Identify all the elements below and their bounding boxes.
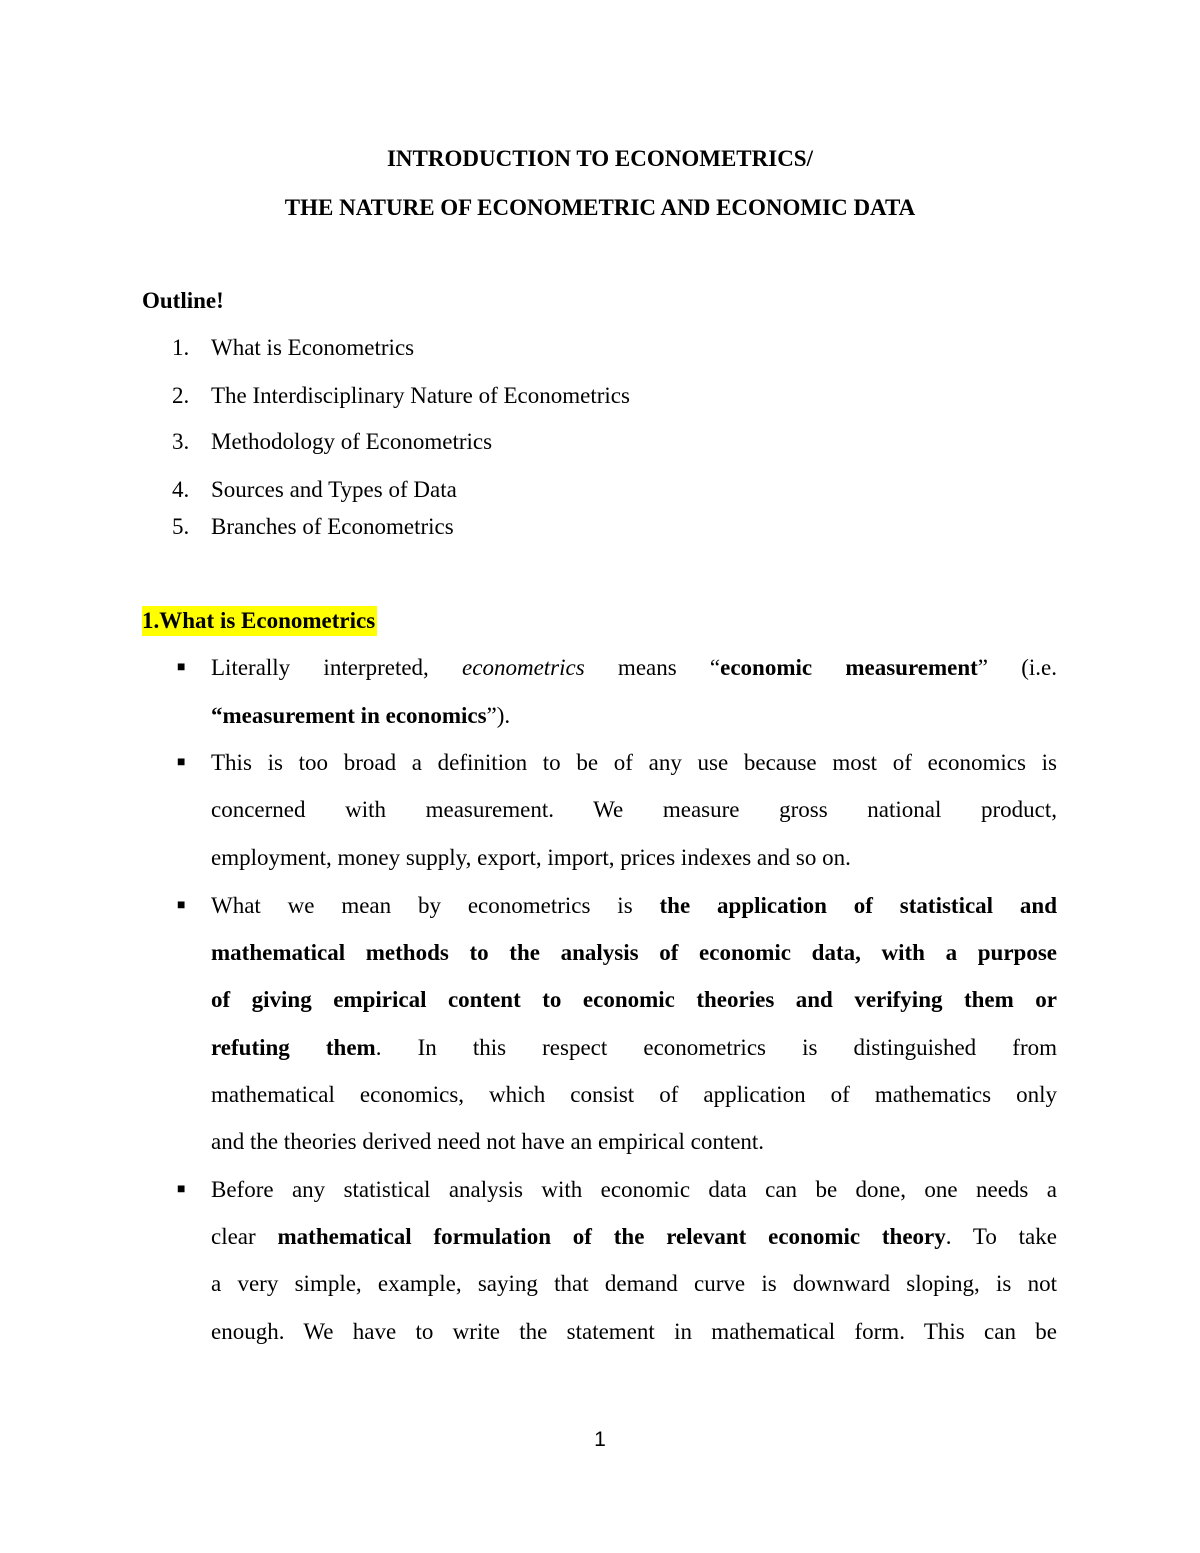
outline-item bbox=[172, 429, 492, 455]
bold-term: mathematical formulation of the relevant economic theory bbox=[277, 1224, 946, 1249]
paragraph-line bbox=[211, 702, 1057, 730]
outline-heading: Outline! bbox=[142, 288, 224, 313]
outline-item-label: Branches of Econometrics bbox=[211, 514, 454, 539]
paragraph-line bbox=[211, 939, 1057, 967]
outline-item-number: 4. bbox=[172, 477, 190, 502]
text-span: means “ bbox=[584, 655, 721, 680]
text-span: What we mean by econometrics is bbox=[211, 893, 660, 918]
italic-term: econometrics bbox=[462, 655, 585, 680]
outline-item-number: 3. bbox=[172, 429, 190, 454]
bullet-square-icon: ■ bbox=[177, 755, 186, 770]
text-span: . In this respect econometrics is distinguished from bbox=[375, 1035, 1057, 1060]
paragraph-line bbox=[211, 986, 1057, 1014]
paragraph-line: This is too broad a definition to be of any use because most of economics is bbox=[211, 750, 1057, 775]
outline-item-number: 2. bbox=[172, 383, 190, 408]
outline-item-number: 5. bbox=[172, 514, 190, 539]
bold-term: the application of statistical and bbox=[659, 893, 1057, 918]
paragraph-line: Before any statistical analysis with economic data can be done, one needs a bbox=[211, 1177, 1057, 1202]
outline-item-label: What is Econometrics bbox=[211, 335, 415, 360]
bold-term: mathematical methods to the analysis of economic data, with a purpose bbox=[211, 940, 1057, 965]
title-line-2: THE NATURE OF ECONOMETRIC AND ECONOMIC DATA bbox=[284, 195, 916, 220]
paragraph-line bbox=[211, 1034, 1057, 1062]
outline-item bbox=[172, 514, 454, 540]
outline-item bbox=[172, 335, 414, 361]
outline-item-label: The Interdisciplinary Nature of Econometrics bbox=[211, 383, 630, 408]
text-span: ”). bbox=[486, 703, 511, 728]
outline-item-label: Methodology of Econometrics bbox=[211, 429, 493, 454]
paragraph-line: concerned with measurement. We measure gross national product, bbox=[211, 797, 1057, 822]
title-line-1: INTRODUCTION TO ECONOMETRICS/ bbox=[386, 146, 813, 171]
bold-term: refuting them bbox=[211, 1035, 376, 1060]
bold-term: of giving empirical content to economic theories and verifying them or bbox=[211, 987, 1057, 1012]
paragraph-line bbox=[211, 654, 1057, 682]
paragraph-line: enough. We have to write the statement in mathematical form. This can be bbox=[211, 1319, 1057, 1344]
text-span: ” (i.e. bbox=[977, 655, 1057, 680]
paragraph-line bbox=[211, 892, 1057, 920]
outline-item-label: Sources and Types of Data bbox=[211, 477, 457, 502]
bold-term: economic measurement bbox=[720, 655, 978, 680]
bullet-square-icon: ■ bbox=[177, 660, 186, 675]
outline-item-number: 1. bbox=[172, 335, 190, 360]
text-span: Literally interpreted, bbox=[211, 655, 463, 680]
paragraph-line: mathematical economics, which consist of application of mathematics only bbox=[211, 1082, 1057, 1107]
bold-term: “measurement in economics bbox=[211, 703, 487, 728]
page-number: 1 bbox=[594, 1428, 606, 1451]
section-heading: 1.What is Econometrics bbox=[142, 606, 377, 636]
paragraph-line bbox=[211, 1223, 1057, 1251]
outline-item bbox=[172, 477, 457, 503]
bullet-square-icon: ■ bbox=[177, 898, 186, 913]
bullet-square-icon: ■ bbox=[177, 1182, 186, 1197]
outline-item bbox=[172, 383, 630, 409]
paragraph-line: and the theories derived need not have an empirical content. bbox=[211, 1129, 765, 1154]
text-span: . To take bbox=[945, 1224, 1057, 1249]
paragraph-line: a very simple, example, saying that demand curve is downward sloping, is not bbox=[211, 1271, 1057, 1296]
paragraph-line: employment, money supply, export, import, prices indexes and so on. bbox=[211, 845, 851, 870]
text-span: clear bbox=[211, 1224, 278, 1249]
